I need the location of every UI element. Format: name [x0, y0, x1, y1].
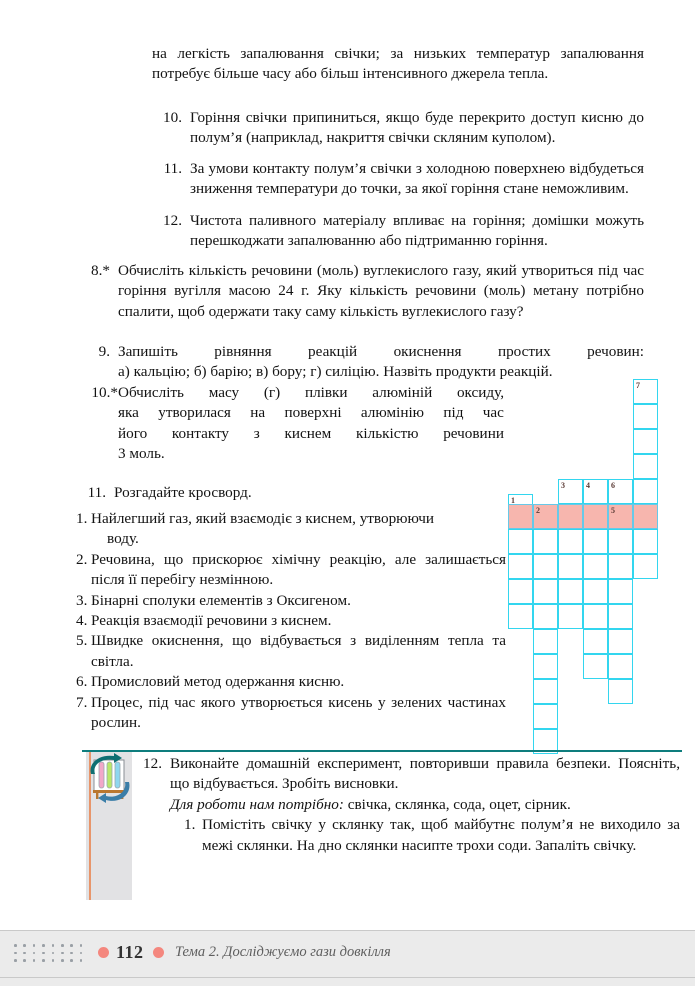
crossword-clue: [76, 611, 506, 631]
list-item-text: Чистота паливного матеріалу впливає на горіння; домішки можуть перешкоджати запалюванню або підтриманню горіння.: [190, 212, 644, 250]
exercise-8-text: Обчисліть кількість речовини (моль) вуглекислого газу, який утвориться під час горіння вугілля масою 24 г. Яку кількість речовини (моль) метану потрібно спалити, щоб одержати таку саму кількість вуглекислого газу?: [118, 262, 644, 320]
crossword-clue-text: Процес, під час якого утворюється кисень у зелених частинах рослин.: [91, 693, 506, 732]
crossword-clue-text: Речовина, що прискорює хімічну реакцію, але залишається після її перебігу незмінною.: [91, 550, 506, 589]
footer-dot: [52, 959, 55, 962]
footer-chapter-title: Тема 2. Досліджуємо гази довкілля: [175, 944, 391, 960]
word: киснем: [284, 424, 332, 442]
word: Обчисліть: [118, 384, 184, 401]
list-item: [152, 211, 644, 252]
crossword-cell[interactable]: [633, 554, 658, 579]
crossword-cell-number: 5: [611, 506, 615, 515]
crossword-cell[interactable]: [583, 554, 608, 579]
crossword-cell[interactable]: [633, 504, 658, 529]
crossword-cell-number: 3: [561, 481, 565, 490]
experiment-number: 12.: [143, 755, 162, 772]
word: реакцій: [308, 343, 358, 360]
word: його: [118, 424, 148, 442]
exercise-11-heading: [76, 483, 504, 503]
experiment-step-text: Помістіть свічку у склянку так, щоб майбутнє полум’я не виходило за межі склянки. На дно склянки насипте трохи соди. Запаліть свічку.: [202, 816, 680, 854]
crossword-cell[interactable]: [608, 579, 633, 604]
crossword-clue-list: [76, 509, 506, 733]
footer-dot-right: [153, 947, 164, 958]
crossword-cell[interactable]: [558, 554, 583, 579]
crossword-cell[interactable]: [608, 654, 633, 679]
test-tubes-recycle-icon: [84, 752, 136, 808]
crossword-cell[interactable]: [583, 579, 608, 604]
continuation-paragraph: [152, 44, 644, 85]
exercise-9-text: [118, 342, 644, 383]
footer-top-rule: [0, 930, 695, 931]
exercise-8: [76, 261, 644, 322]
exercise-11-text: Розгадайте кросворд.: [114, 484, 252, 501]
footer-dot: [23, 959, 26, 962]
crossword-cell[interactable]: [633, 479, 658, 504]
experiment-materials: [132, 795, 680, 815]
word: масу: [208, 384, 240, 401]
footer-dot: [14, 944, 17, 947]
crossword-cell[interactable]: [633, 529, 658, 554]
list-item: [152, 108, 644, 149]
list-item-text: За умови контакту полум’я свічки з холодною поверхнею відбудеться зниження температури до точки, за якої горіння стане неможливим.: [190, 160, 644, 198]
footer-dot: [70, 959, 73, 962]
crossword-clue: [76, 509, 506, 550]
footer-dot: [52, 952, 55, 955]
footer-dot: [33, 944, 36, 947]
list-item-number: 12.: [163, 212, 182, 229]
footer-bottom-rule: [0, 977, 695, 978]
crossword-cell[interactable]: [558, 579, 583, 604]
crossword-cell[interactable]: [583, 504, 608, 529]
crossword-cell[interactable]: [608, 604, 633, 629]
word: плівки: [304, 384, 348, 401]
word: оксиду,: [456, 384, 504, 401]
footer-dot: [23, 944, 26, 947]
word: під: [443, 404, 464, 422]
footer-dot: [23, 952, 26, 955]
footer-dot: [80, 944, 83, 947]
exercise-9: [76, 342, 644, 383]
footer-dot: [70, 952, 73, 955]
crossword-clue-number: 2.: [76, 550, 88, 568]
crossword-clue: [76, 550, 506, 591]
experiment-top-rule: [82, 750, 682, 752]
experiment-intro-text: Виконайте домашній експеримент, повторивши правила безпеки. Поясніть, що відбувається. Зробіть висновки.: [170, 755, 680, 793]
exercise-9-number: 9.: [98, 343, 110, 360]
crossword-cell[interactable]: [533, 629, 558, 654]
crossword-cell-number: 7: [636, 381, 640, 390]
footer-dot: [80, 952, 83, 955]
footer-dot: [14, 959, 17, 962]
exercise-11-number: 11.: [87, 484, 106, 501]
footer-dot-left: [98, 947, 109, 958]
crossword-clue-text: Найлегший газ, який взаємодіє з киснем, утворюючи воду.: [91, 509, 506, 550]
word: алюміній: [372, 384, 433, 401]
crossword-cell[interactable]: [533, 604, 558, 629]
exercise-9-line-1: [118, 342, 644, 362]
crossword-cell[interactable]: [633, 404, 658, 429]
word: алюмінію: [360, 404, 425, 422]
crossword-clue: [76, 672, 506, 692]
word: речовин:: [587, 343, 644, 360]
footer-dot: [61, 952, 64, 955]
experiment-step-number: 1.: [184, 816, 196, 834]
crossword-cell[interactable]: [633, 454, 658, 479]
list-item-number: 10.: [163, 109, 182, 126]
crossword-cell-number: 6: [611, 481, 615, 490]
crossword-clue-number: 6.: [76, 673, 88, 691]
word: речовини: [443, 424, 504, 442]
footer-dot: [70, 944, 73, 947]
word: окиснення: [393, 343, 462, 360]
footer-dot: [33, 959, 36, 962]
crossword-clue-text: Промисловий метод одержання кисню.: [91, 673, 345, 691]
experiment-materials-label: Для роботи нам потрібно:: [170, 795, 344, 813]
crossword-clue: [76, 591, 506, 611]
crossword-cell[interactable]: [583, 629, 608, 654]
exercise-10-star: [76, 383, 504, 465]
crossword-cell-number: 2: [536, 506, 540, 515]
crossword-clue-number: 4.: [76, 612, 88, 630]
word: з: [253, 424, 260, 442]
experiment-step: [132, 815, 680, 856]
exercise-8-number: 8.*: [91, 262, 110, 279]
list-item-number: 11.: [163, 160, 182, 177]
crossword-cell[interactable]: [608, 679, 633, 704]
crossword-clue-text: Реакція взаємодії речовини з киснем.: [91, 612, 332, 630]
footer-dot: [42, 944, 45, 947]
crossword-cell[interactable]: [608, 629, 633, 654]
exercise-10-line-2: [118, 403, 504, 423]
word: на: [250, 404, 266, 422]
word: яка: [118, 404, 139, 422]
crossword-cell[interactable]: [558, 504, 583, 529]
crossword-cell-number: 4: [586, 481, 590, 490]
crossword-cell[interactable]: [608, 529, 633, 554]
exercise-10-line-3: [118, 424, 504, 444]
word: поверхні: [284, 404, 342, 422]
footer-dot: [33, 952, 36, 955]
word: час: [482, 404, 504, 422]
crossword-cell[interactable]: [508, 529, 533, 554]
crossword-cell[interactable]: [558, 604, 583, 629]
footer-dot: [42, 952, 45, 955]
word: утворилася: [158, 404, 231, 422]
crossword-cell[interactable]: [508, 504, 533, 529]
exercise-10-line-4: 3 моль.: [118, 445, 165, 463]
exercise-10-line-1: [118, 383, 504, 403]
footer-dot: [61, 959, 64, 962]
word: (г): [263, 384, 281, 401]
exercise-10-star-number: 10.*: [91, 384, 118, 401]
footer-dot: [14, 952, 17, 955]
footer-dot: [61, 944, 64, 947]
crossword-cell[interactable]: [608, 554, 633, 579]
experiment-materials-list: свічка, склянка, сода, оцет, сірник.: [343, 795, 571, 813]
word: простих: [497, 343, 551, 360]
footer-dot: [42, 959, 45, 962]
footer-dot: [80, 959, 83, 962]
crossword-cell[interactable]: [558, 529, 583, 554]
crossword-clue-text-continued: воду.: [107, 530, 139, 548]
crossword-clue-text: Бінарні сполуки елементів з Оксигеном.: [91, 591, 351, 609]
crossword-cell[interactable]: [533, 679, 558, 704]
crossword-clue: [76, 693, 506, 734]
crossword-grid[interactable]: [508, 379, 688, 749]
crossword-cell[interactable]: [533, 529, 558, 554]
page-number: 112: [116, 942, 144, 962]
crossword-clue-number: 5.: [76, 632, 88, 650]
crossword-cell[interactable]: [633, 429, 658, 454]
crossword-cell-number: 1: [511, 496, 515, 505]
list-item-text: Горіння свічки припиниться, якщо буде перекрито доступ кисню до полум’я (наприклад, накриття свічки скляним куполом).: [190, 109, 644, 147]
crossword-clue: [76, 631, 506, 672]
crossword-clue-number: 7.: [76, 693, 88, 711]
crossword-cell[interactable]: [533, 704, 558, 729]
crossword-clue-text: Швидке окиснення, що відбувається з виділенням тепла та світла.: [91, 632, 506, 670]
footer-dot: [52, 944, 55, 947]
crossword-cell[interactable]: [583, 604, 608, 629]
crossword-cell[interactable]: [508, 554, 533, 579]
word: контакту: [171, 424, 230, 442]
crossword-clue-number: 3.: [76, 591, 88, 609]
continuation-paragraph-text: на легкість запалювання свічки; за низьких температур запалювання потребує більше часу або більш інтенсивного джерела тепла.: [152, 45, 644, 83]
exercise-10-star-text: [118, 383, 504, 465]
exercise-9-line-2: а) кальцію; б) барію; в) бору; г) силіцію. Назвіть продукти реакцій.: [118, 363, 553, 381]
word: Запишіть: [118, 343, 178, 360]
crossword-clue-number: 1.: [76, 510, 88, 527]
crossword-cell[interactable]: [583, 654, 608, 679]
crossword-cell[interactable]: [533, 654, 558, 679]
crossword-cell[interactable]: [508, 579, 533, 604]
crossword-cell[interactable]: [533, 554, 558, 579]
crossword-cell[interactable]: [583, 529, 608, 554]
footer-dot-pattern: [14, 944, 88, 966]
word: кількістю: [356, 424, 419, 442]
crossword-cell[interactable]: [508, 604, 533, 629]
word: рівняння: [214, 343, 272, 360]
crossword-cell[interactable]: [533, 579, 558, 604]
list-item: [152, 159, 644, 200]
experiment-body: [132, 754, 680, 856]
experiment-intro-row: [132, 754, 680, 795]
